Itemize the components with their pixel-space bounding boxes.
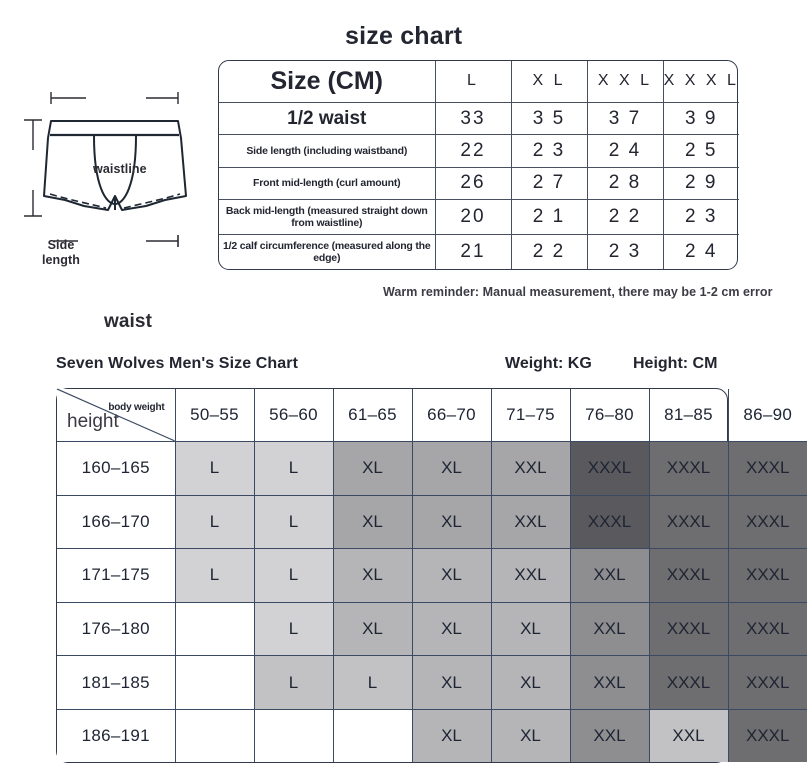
fit-table-row — [57, 549, 807, 603]
fit-size-cell: L — [175, 495, 254, 549]
side-length-label-line2: length — [41, 253, 81, 267]
fit-size-cell: XXXL — [728, 710, 807, 762]
height-unit-label: Height: CM — [633, 355, 718, 372]
fit-size-cell: XXL — [570, 549, 649, 603]
fit-size-cell: XXXL — [728, 656, 807, 710]
fit-size-cell: XXXL — [649, 656, 728, 710]
fit-table-row — [57, 495, 807, 549]
measurement-value: 3 5 — [511, 102, 587, 134]
measurement-value: 33 — [435, 102, 511, 134]
weight-header-6: 76–80 — [570, 389, 649, 441]
fit-size-cell: XXXL — [649, 602, 728, 656]
fit-size-cell: XL — [412, 549, 491, 603]
fit-table-header-row — [57, 389, 807, 441]
fit-size-cell: XL — [491, 602, 570, 656]
fit-size-cell: XXL — [570, 710, 649, 762]
page-title: size chart — [345, 22, 463, 50]
fit-table-corner — [57, 389, 175, 441]
measurement-row-label: 1/2 calf circumference (measured along the edge) — [219, 235, 435, 269]
measurement-value: 2 3 — [663, 199, 739, 234]
measurement-row — [219, 135, 739, 167]
fit-table-body — [57, 389, 807, 762]
fit-table-row — [57, 602, 807, 656]
side-length-label — [40, 238, 82, 268]
boxer-brief-diagram — [18, 78, 218, 332]
measurement-value: 2 3 — [587, 235, 663, 269]
fit-table-title: Seven Wolves Men's Size Chart — [56, 355, 299, 372]
measurement-row-label: Front mid-length (curl amount) — [219, 167, 435, 199]
measurement-row-label: 1/2 waist — [219, 102, 435, 134]
fit-size-cell: XXXL — [570, 495, 649, 549]
measurement-value: 21 — [435, 235, 511, 269]
fit-size-cell: XL — [333, 602, 412, 656]
measurement-value: 26 — [435, 167, 511, 199]
measurement-table-body — [219, 61, 739, 269]
fit-size-cell: XXL — [570, 656, 649, 710]
weight-header-1: 50–55 — [175, 389, 254, 441]
fit-size-cell: XL — [333, 495, 412, 549]
fit-size-cell: XL — [412, 495, 491, 549]
fit-size-cell: XL — [412, 441, 491, 495]
measurement-value: 2 9 — [663, 167, 739, 199]
fit-size-cell: XXL — [570, 602, 649, 656]
measurement-value: 2 7 — [511, 167, 587, 199]
fit-size-cell: XL — [491, 710, 570, 762]
measurement-value: 2 4 — [587, 135, 663, 167]
measurement-value: 22 — [435, 135, 511, 167]
fit-size-cell: XXL — [491, 441, 570, 495]
fit-table — [57, 389, 807, 762]
fit-size-cell: XL — [333, 441, 412, 495]
corner-height-label: height — [67, 410, 119, 432]
fit-size-cell: XL — [412, 710, 491, 762]
fit-size-cell: XL — [412, 656, 491, 710]
fit-table-row — [57, 441, 807, 495]
side-length-label-line1: Side — [47, 238, 75, 252]
measurement-row-label: Side length (including waistband) — [219, 135, 435, 167]
fit-size-cell — [175, 602, 254, 656]
measurement-value: 2 4 — [663, 235, 739, 269]
fit-size-cell: XXXL — [728, 602, 807, 656]
height-range-label: 186–191 — [57, 710, 175, 762]
size-header-3: X X L — [587, 61, 663, 102]
measurement-value: 2 8 — [587, 167, 663, 199]
fit-size-cell: L — [254, 549, 333, 603]
measurement-row — [219, 167, 739, 199]
fit-size-cell: XL — [491, 656, 570, 710]
fit-size-cell: L — [333, 656, 412, 710]
fit-size-cell: XXXL — [728, 495, 807, 549]
weight-header-5: 71–75 — [491, 389, 570, 441]
measurement-row — [219, 102, 739, 134]
height-range-label: 166–170 — [57, 495, 175, 549]
measurement-value: 2 2 — [511, 235, 587, 269]
measurement-table — [219, 61, 739, 269]
fit-size-cell: L — [254, 495, 333, 549]
measurement-row — [219, 199, 739, 234]
fit-size-cell: XXXL — [728, 441, 807, 495]
measurement-value: 2 1 — [511, 199, 587, 234]
fit-size-cell: L — [175, 549, 254, 603]
fit-size-cell: XXXL — [649, 441, 728, 495]
fit-size-cell: XXXL — [649, 549, 728, 603]
measurement-value: 2 3 — [511, 135, 587, 167]
fit-size-cell: XXL — [649, 710, 728, 762]
weight-header-3: 61–65 — [333, 389, 412, 441]
fit-size-cell — [175, 710, 254, 762]
fit-table-container — [56, 388, 793, 763]
fit-size-cell — [254, 710, 333, 762]
warm-reminder-text: Warm reminder: Manual measurement, there may be 1-2 cm error — [383, 285, 773, 299]
weight-header-4: 66–70 — [412, 389, 491, 441]
fit-size-cell: L — [254, 656, 333, 710]
fit-size-cell: XXL — [491, 495, 570, 549]
measurement-table-corner: Size (CM) — [219, 61, 435, 102]
measurement-row-label: Back mid-length (measured straight down from waistline) — [219, 199, 435, 234]
fit-size-cell: XXXL — [728, 549, 807, 603]
fit-size-cell: XXL — [491, 549, 570, 603]
weight-header-2: 56–60 — [254, 389, 333, 441]
fit-table-row — [57, 710, 807, 762]
measurement-row — [219, 235, 739, 269]
measurement-table-container — [218, 60, 738, 270]
fit-recommendation-section — [0, 340, 793, 783]
fit-size-cell: L — [175, 441, 254, 495]
fit-table-row — [57, 656, 807, 710]
waist-label: waist — [104, 311, 153, 332]
height-range-label: 181–185 — [57, 656, 175, 710]
fit-size-cell: XXXL — [649, 495, 728, 549]
size-header-2: X L — [511, 61, 587, 102]
height-range-label: 171–175 — [57, 549, 175, 603]
measurement-table-header-row — [219, 61, 739, 102]
fit-size-cell: XXXL — [570, 441, 649, 495]
size-header-4: X X X L — [663, 61, 739, 102]
weight-unit-label: Weight: KG — [505, 355, 592, 372]
measurement-value: 3 9 — [663, 102, 739, 134]
fit-size-cell: L — [254, 441, 333, 495]
measurement-value: 2 2 — [587, 199, 663, 234]
weight-header-7: 81–85 — [649, 389, 728, 441]
size-header-1: L — [435, 61, 511, 102]
fit-size-cell: L — [254, 602, 333, 656]
fit-size-cell — [333, 710, 412, 762]
height-range-label: 160–165 — [57, 441, 175, 495]
measurement-value: 3 7 — [587, 102, 663, 134]
measurement-section — [0, 0, 790, 332]
height-range-label: 176–180 — [57, 602, 175, 656]
fit-size-cell: XL — [412, 602, 491, 656]
fit-size-cell — [175, 656, 254, 710]
waistline-label: waistline — [93, 162, 147, 176]
measurement-value: 20 — [435, 199, 511, 234]
fit-size-cell: XL — [333, 549, 412, 603]
corner-weight-label: body weight — [108, 402, 165, 413]
weight-header-8: 86–90 — [728, 389, 807, 441]
measurement-value: 2 5 — [663, 135, 739, 167]
